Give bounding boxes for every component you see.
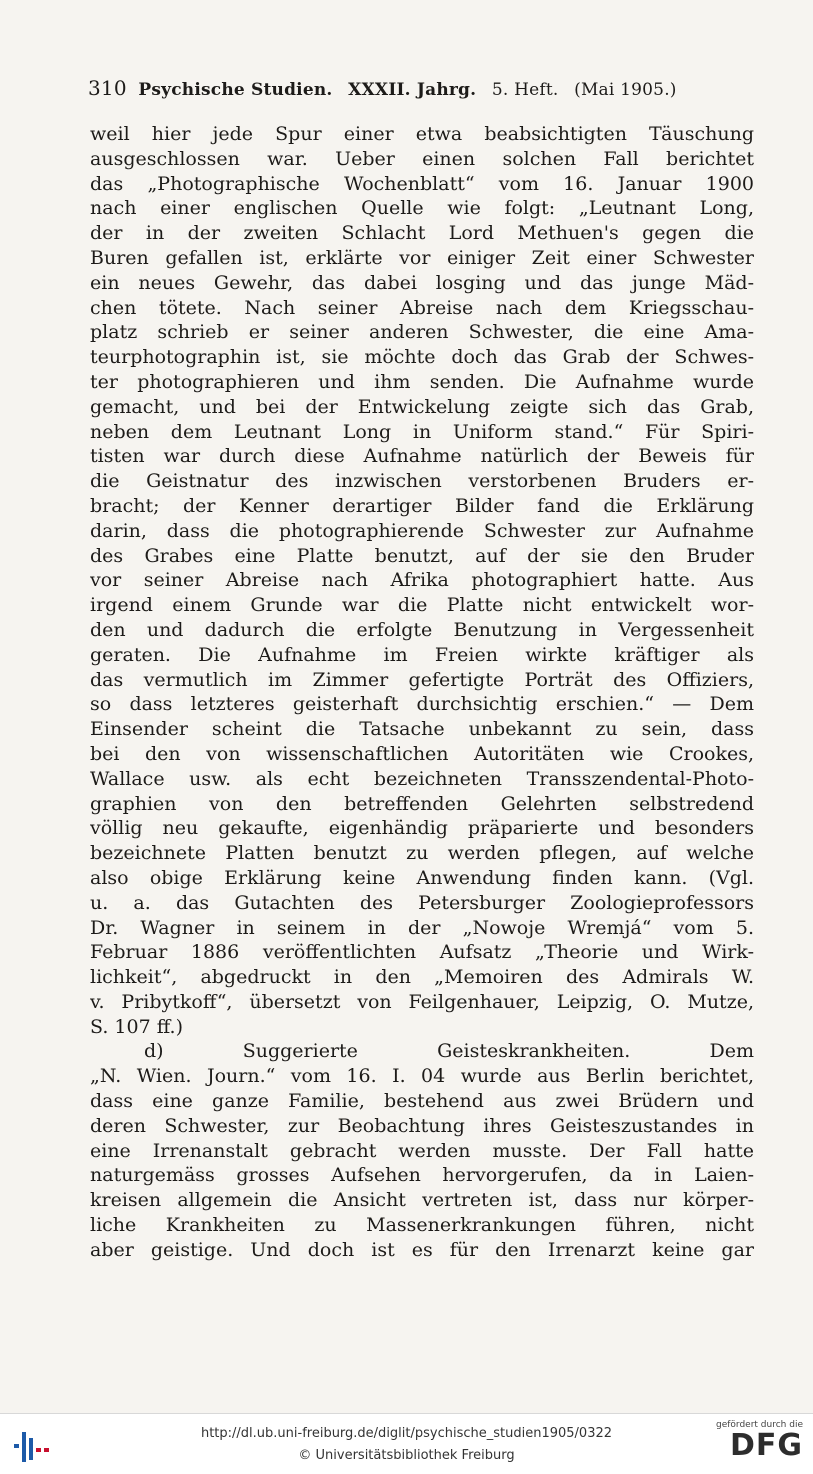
text-line: so dass letzteres geisterhaft durchsichtig erschien.“ — Dem [90, 693, 754, 716]
viewer-footer [0, 1413, 813, 1474]
text-line: Einsender scheint die Tatsache unbekannt zu sein, dass [90, 718, 754, 741]
text-line: Wallace usw. als echt bezeichneten Transszendental-Photo- [90, 767, 754, 790]
text-line: das vermutlich im Zimmer gefertigte Porträt des Offiziers, [90, 668, 754, 691]
body-text [90, 122, 754, 1263]
text-line: darin, dass die photographierende Schwester zur Aufnahme [90, 519, 754, 542]
dfg-wordmark: DFG [729, 1428, 803, 1463]
text-line: bei den von wissenschaftlichen Autoritäten wie Crookes, [90, 742, 754, 765]
journal-title: Psychische Studien. [138, 80, 333, 100]
permalink-url[interactable]: http://dl.ub.uni-freiburg.de/diglit/psychische_studien1905/0322 [200, 1426, 613, 1441]
section-heading-line: d) Suggerierte Geisteskrankheiten. Dem [144, 1040, 754, 1063]
dfg-funded-label: gefördert durch die [716, 1420, 803, 1430]
text-line: völlig neu gekaufte, eigenhändig präparierte und besonders [90, 817, 754, 840]
text-line: v. Pribytkoff“, übersetzt von Feilgenhauer, Leipzig, O. Mutze, [90, 990, 754, 1013]
issue-date: (Mai 1905.) [574, 80, 677, 100]
text-line: bezeichnete Platten benutzt zu werden pflegen, auf welche [90, 842, 754, 865]
text-line: Buren gefallen ist, erklärte vor einiger Zeit einer Schwester [90, 246, 754, 269]
text-line: irgend einem Grunde war die Platte nicht entwickelt wor- [90, 594, 754, 617]
text-line: graphien von den betreffenden Gelehrten selbstredend [90, 792, 754, 815]
text-line: vor seiner Abreise nach Afrika photographiert hatte. Aus [90, 569, 754, 592]
text-line: ein neues Gewehr, das dabei losging und das junge Mäd- [90, 271, 754, 294]
text-line: weil hier jede Spur einer etwa beabsichtigten Täuschung [90, 123, 754, 145]
text-line: Dr. Wagner in seinem in der „Nowoje Wremjá“ vom 5. [90, 916, 754, 939]
text-line: Februar 1886 veröffentlichten Aufsatz „Theorie und Wirk- [90, 941, 754, 964]
text-line: eine Irrenanstalt gebracht werden musste. Der Fall hatte [90, 1139, 754, 1162]
dfg-logo [711, 1420, 803, 1461]
text-line: teurphotographin ist, sie möchte doch das Grab der Schwes- [90, 346, 754, 369]
text-line: naturgemäss grosses Aufsehen hervorgerufen, da in Laien- [90, 1164, 754, 1187]
text-line: ausgeschlossen war. Ueber einen solchen Fall berichtet [90, 147, 754, 170]
copyright-notice: © Universitätsbibliothek Freiburg [298, 1448, 515, 1463]
text-line: das „Photographische Wochenblatt“ vom 16. Januar 1900 [90, 172, 754, 195]
text-line: geraten. Die Aufnahme im Freien wirkte kräftiger als [90, 643, 754, 666]
text-line: „N. Wien. Journ.“ vom 16. I. 04 wurde aus Berlin berichtet, [90, 1065, 754, 1088]
issue: 5. Heft. [491, 80, 559, 100]
text-line: deren Schwester, zur Beobachtung ihres Geisteszustandes in [90, 1114, 754, 1137]
text-line: dass eine ganze Familie, bestehend aus zwei Brüdern und [90, 1090, 754, 1113]
text-line: lichkeit“, abgedruckt in den „Memoiren des Admirals W. [90, 966, 754, 989]
text-line: neben dem Leutnant Long in Uniform stand.“ Für Spiri- [90, 420, 754, 443]
text-line: also obige Erklärung keine Anwendung finden kann. (Vgl. [90, 866, 754, 889]
text-line: chen tötete. Nach seiner Abreise nach dem Kriegsschau- [90, 296, 754, 319]
text-line: ter photographieren und ihm senden. Die Aufnahme wurde [90, 370, 754, 393]
page-number: 310 [88, 76, 127, 100]
text-line: der in der zweiten Schlacht Lord Methuen's gegen die [90, 222, 754, 245]
text-line: tisten war durch diese Aufnahme natürlich der Beweis für [90, 445, 754, 468]
running-head [88, 76, 728, 100]
text-line: platz schrieb er seiner anderen Schwester, die eine Ama- [90, 321, 754, 344]
text-line: bracht; der Kenner derartiger Bilder fand die Erklärung [90, 494, 754, 517]
text-line: die Geistnatur des inzwischen verstorbenen Bruders er- [90, 470, 754, 493]
text-line: S. 107 ff.) [90, 1015, 183, 1038]
text-line: u. a. das Gutachten des Petersburger Zoologieprofessors [90, 891, 754, 914]
text-line: gemacht, und bei der Entwickelung zeigte sich das Grab, [90, 395, 754, 418]
text-line: aber geistige. Und doch ist es für den Irrenarzt keine gar [90, 1238, 754, 1261]
text-line: nach einer englischen Quelle wie folgt: „Leutnant Long, [90, 197, 754, 220]
text-line: des Grabes eine Platte benutzt, auf der sie den Bruder [90, 544, 754, 567]
volume: XXXII. Jahrg. [348, 80, 477, 100]
text-line: den und dadurch die erfolgte Benutzung in Vergessenheit [90, 618, 754, 641]
text-line: liche Krankheiten zu Massenerkrankungen führen, nicht [90, 1214, 754, 1237]
text-line: kreisen allgemein die Ansicht vertreten ist, dass nur körper- [90, 1189, 754, 1212]
